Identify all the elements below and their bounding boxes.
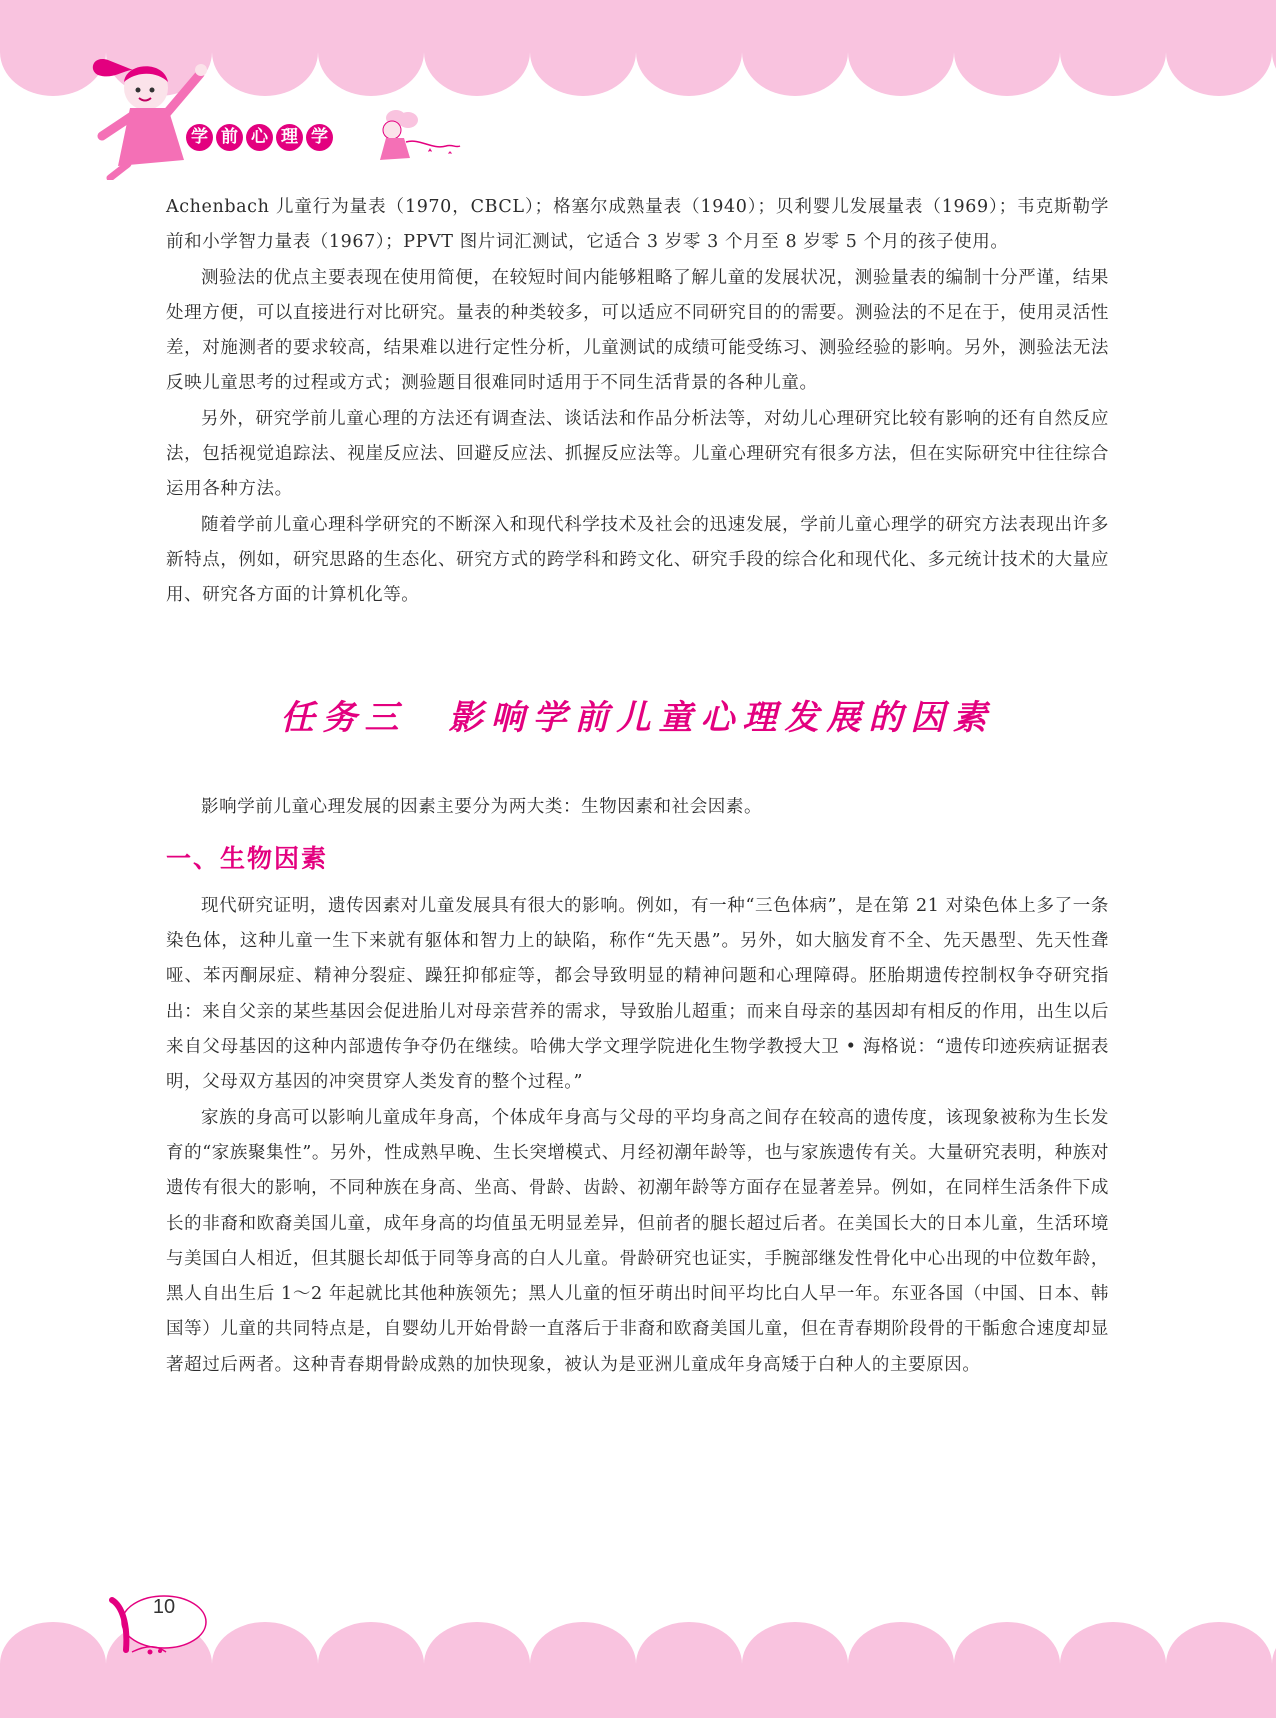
page-number: 10 (152, 1596, 176, 1618)
paragraph: 随着学前儿童心理科学研究的不断深入和现代科学技术及社会的迅速发展，学前儿童心理学的研究方法表现出许多新特点，例如，研究思路的生态化、研究方式的跨学科和跨文化、研究手段的综合化和现代化、多元统计技术的大量应用、研究各方面的计算机化等。 (166, 514, 1109, 606)
page-content (166, 190, 1109, 1383)
subsection-heading: 一、生物因素 (166, 843, 329, 873)
book-title (186, 124, 333, 151)
book-title-char: 学 (186, 124, 213, 151)
paragraph: 家族的身高可以影响儿童成年身高，个体成年身高与父母的平均身高之间存在较高的遗传度，该现象被称为生长发育的“家族聚集性”。另外，性成熟早晚、生长突增模式、月经初潮年龄等，也与家族遗传有关。大量研究表明，种族对遗传有很大的影响，不同种族在身高、坐高、骨龄、齿龄、初潮年龄等方面存在显著差异。例如，在同样生活条件下成长的非裔和欧裔美国儿童，成年身高的均值虽无明显差异，但前者的腿长超过后者。在美国长大的日本儿童，生活环境与美国白人相近，但其腿长却低于同等身高的白人儿童。骨龄研究也证实，手腕部继发性骨化中心出现的中位数年龄，黑人自出生后 1～2 年起就比其他种族领先；黑人儿童的恒牙萌出时间平均比白人早一年。东亚各国（中国、日本、韩国等）儿童的共同特点是，自婴幼儿开始骨龄一直落后于非裔和欧裔美国儿童，但在青春期阶段骨的干骺愈合速度却显著超过后两者。这种青春期骨龄成熟的加快现象，被认为是亚洲儿童成年身高矮于白种人的主要原因。 (166, 1107, 1109, 1375)
fairy-mascot-icon (370, 108, 462, 166)
book-title-char: 学 (306, 124, 333, 151)
paragraph: 另外，研究学前儿童心理的方法还有调查法、谈话法和作品分析法等，对幼儿心理研究比较有影响的还有自然反应法，包括视觉追踪法、视崖反应法、回避反应法、抓握反应法等。儿童心理研究有很多方法，但在实际研究中往往综合运用各种方法。 (166, 408, 1109, 500)
section-title: 任务三 影响学前儿童心理发展的因素 (280, 697, 995, 738)
book-title-char: 理 (276, 124, 303, 151)
book-title-char: 心 (246, 124, 273, 151)
section-intro: 影响学前儿童心理发展的因素主要分为两大类：生物因素和社会因素。 (201, 796, 763, 817)
paragraph: 测验法的优点主要表现在使用简便，在较短时间内能够粗略了解儿童的发展状况，测验量表的编制十分严谨，结果处理方便，可以直接进行对比研究。量表的种类较多，可以适应不同研究目的的需要。测验法的不足在于，使用灵活性差，对施测者的要求较高，结果难以进行定性分析，儿童测试的成绩可能受练习、测验经验的影响。另外，测验法无法反映儿童思考的过程或方式；测验题目很难同时适用于不同生活背景的各种儿童。 (166, 267, 1109, 394)
paragraph: 现代研究证明，遗传因素对儿童发展具有很大的影响。例如，有一种“三色体病”，是在第 21 对染色体上多了一条染色体，这种儿童一生下来就有躯体和智力上的缺陷，称作“先天愚”。另外，如大脑发育不全、先天愚型、先天性聋哑、苯丙酮尿症、精神分裂症、躁狂抑郁症等，都会导致明显的精神问题和心理障碍。胚胎期遗传控制权争夺研究指出：来自父亲的某些基因会促进胎儿对母亲营养的需求，导致胎儿超重；而来自母亲的基因却有相反的作用，出生以后来自父母基因的这种内部遗传争夺仍在继续。哈佛大学文理学院进化生物学教授大卫 • 海格说：“遗传印迹疾病证据表明，父母双方基因的冲突贯穿人类发育的整个过程。” (166, 895, 1109, 1093)
girl-mascot-icon (88, 40, 208, 180)
book-title-char: 前 (216, 124, 243, 151)
paragraph: Achenbach 儿童行为量表（1970，CBCL）；格塞尔成熟量表（1940）；贝利婴儿发展量表（1969）；韦克斯勒学前和小学智力量表（1967）；PPVT 图片词汇测试，它适合 3 岁零 3 个月至 8 岁零 5 个月的孩子使用。 (166, 197, 1109, 253)
